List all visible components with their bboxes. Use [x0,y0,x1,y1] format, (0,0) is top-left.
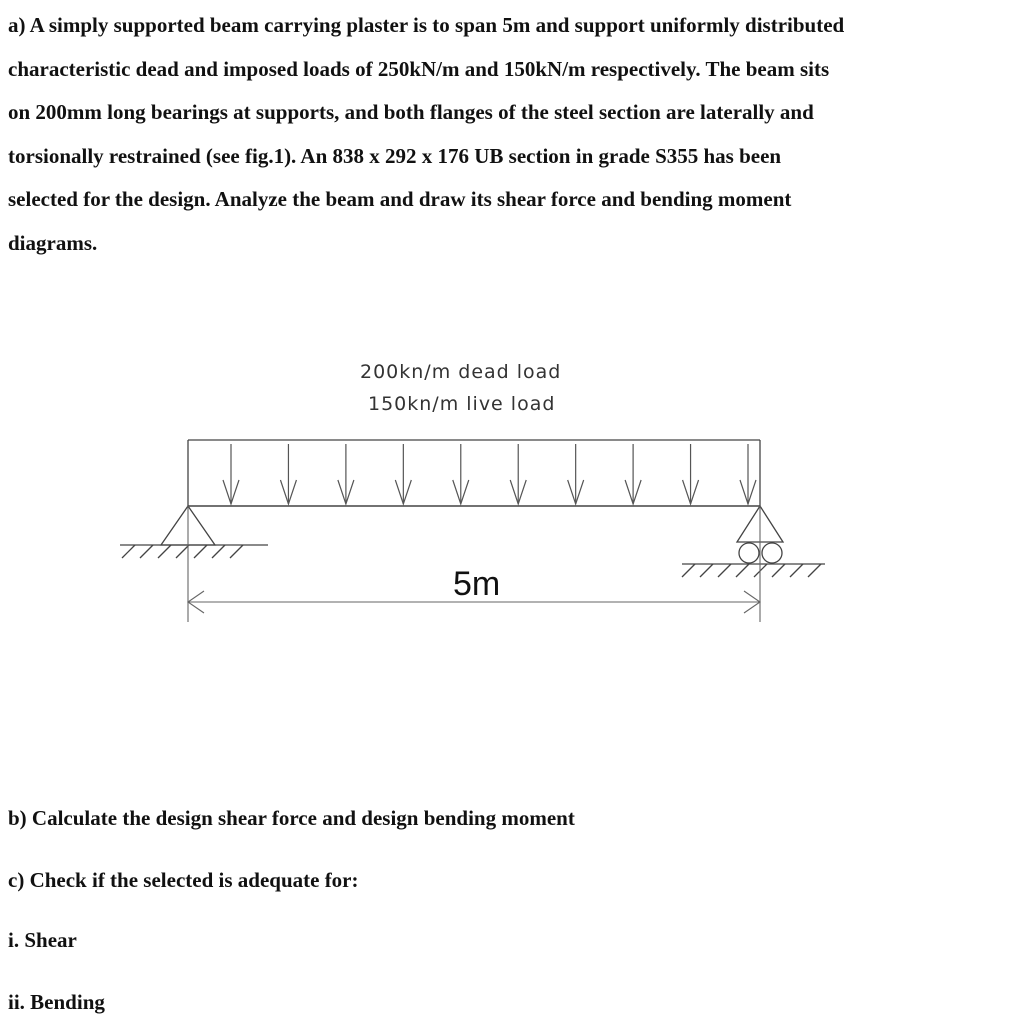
span-label: 5m [453,565,501,603]
load-arrow [395,444,411,504]
load-arrow [740,444,756,504]
pin-support-left [120,506,268,558]
load-arrow [510,444,526,504]
load-arrow [338,444,354,504]
question-a-line: characteristic dead and imposed loads of 250kN/m and 150kN/m respectively. The beam sits [8,56,830,81]
question-a-line: selected for the design. Analyze the beam and draw its shear force and bending moment [8,187,792,211]
roller-support-right [682,506,825,577]
question-a-line: on 200mm long bearings at supports, and both flanges of the steel section are laterally and [8,100,814,124]
load-arrow [568,444,584,504]
question-a [8,4,1014,265]
question-c: c) Check if the selected is adequate for: [8,868,359,892]
load-arrow [280,444,296,504]
question-b: b) Calculate the design shear force and design bending moment [8,806,575,830]
distributed-load-block [188,440,760,506]
ground-hatch-left [122,545,243,558]
ground-hatch-right [682,564,821,577]
live-load-label: 150kn/m live load [368,393,556,415]
item-shear: i. Shear [8,928,77,952]
span-dimension [188,506,760,622]
load-arrow [625,444,641,504]
dead-load-label: 200kn/m dead load [360,361,562,383]
item-bending: ii. Bending [8,990,105,1014]
question-a-line: a) A simply supported beam carrying plaster is to span 5m and support uniformly distributed [8,13,845,37]
roller-wheel-left [739,543,759,563]
question-a-line: diagrams. [8,230,98,255]
load-arrow [453,444,469,504]
question-a-line: torsionally restrained (see fig.1). An 838 x 292 x 176 UB section in grade S355 has been [8,143,782,168]
load-arrow [683,444,699,504]
beam-figure [0,340,1019,640]
roller-wheel-right [762,543,782,563]
load-arrow [223,444,239,504]
load-arrows [223,444,756,504]
